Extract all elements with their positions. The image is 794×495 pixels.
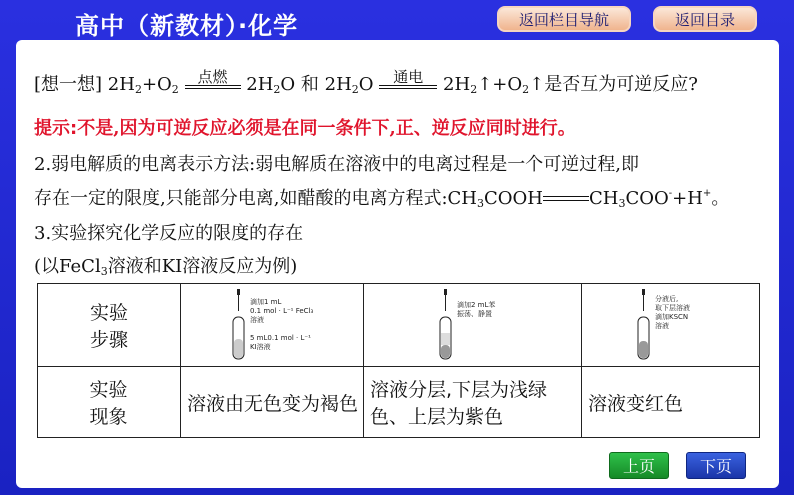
paragraph-2-line-2: 存在一定的限度,只能部分电离,如醋酸的电离方程式$:CH_3COOH$ $CH_3COO^-+H^+$。: [34, 188, 730, 210]
hint-label: 提示:: [34, 118, 78, 139]
content-panel: [16, 40, 779, 488]
row-header-observations: 实验 现象: [38, 367, 181, 438]
slide-header-title: 高中（新教材）·化学: [75, 12, 299, 40]
think-label: [想一想]: [34, 74, 103, 95]
dropper-tube-icon: [439, 289, 453, 361]
step-1-cell: 滴加1 mL 0.1 mol · L⁻¹ FeCl₃ 溶液 5 mL0.1 mol · L⁻¹ KI溶液: [181, 284, 364, 367]
back-to-toc-button[interactable]: 返回目录: [653, 6, 757, 32]
dropper-tube-icon: [637, 289, 651, 361]
hint-line: [34, 114, 576, 140]
row-header-steps: 实验 步骤: [38, 284, 181, 367]
condition-ignite: 点燃: [185, 70, 241, 89]
paragraph-2-line-1: 2.弱电解质的电离表示方法:弱电解质在溶液中的电离过程是一个可逆过程,即: [34, 154, 639, 175]
condition-electrolysis: 通电: [379, 70, 437, 89]
table-row: [38, 367, 760, 438]
experiment-table: [37, 283, 760, 438]
step-3-cell: 分液后, 取下层溶液 滴加KSCN 溶液: [582, 284, 760, 367]
paragraph-3-line-2: (以FeCl$_3$溶液和KI溶液反应为例): [34, 256, 298, 278]
observation-2-cell: 溶液分层,下层为浅绿色、上层为紫色: [364, 367, 582, 438]
dropper-tube-icon: [232, 289, 246, 361]
previous-page-button[interactable]: 上页: [609, 452, 669, 479]
paragraph-3-line-1: 3.实验探究化学反应的限度的存在: [34, 223, 304, 244]
back-to-section-nav-button[interactable]: 返回栏目导航: [497, 6, 631, 32]
observation-1-cell: 溶液由无色变为褐色: [181, 367, 364, 438]
think-question: [想一想] $2H_2+O_2$ 点燃 $2H_2O$ 和 $2H_2O$ 通电 $2H_2↑+O_2↑$是否互为可逆反应?: [34, 68, 698, 96]
next-page-button[interactable]: 下页: [686, 452, 746, 479]
step-2-cell: 滴加2 mL苯 振荡、静置: [364, 284, 582, 367]
reversible-arrow: [543, 195, 589, 203]
observation-3-cell: 溶液变红色: [582, 367, 760, 438]
table-row: [38, 284, 760, 367]
hint-text: 不是,因为可逆反应必须是在同一条件下,正、逆反应同时进行。: [77, 118, 576, 139]
